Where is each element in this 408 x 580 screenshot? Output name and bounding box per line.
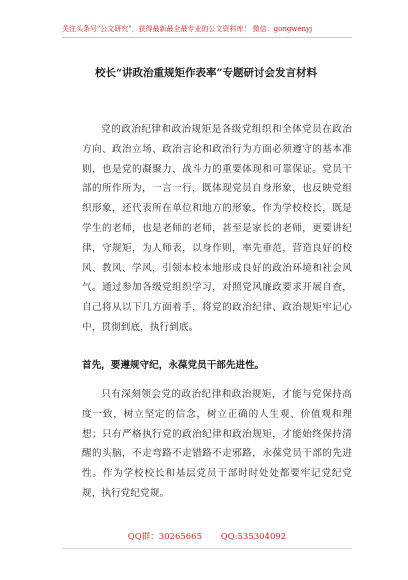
footer-qq-group: QQ群：30265665 [127, 532, 202, 542]
footer-divider [62, 548, 352, 549]
body-paragraph-1: 党的政治纪律和政治规矩是各级党组织和全体党员在政治方向、政治立场、政治言论和政治行为方面必须遵守的基本准则，也是党的凝聚力、战斗力的重要体现和可靠保证。党员干部的所作所为，一言一行，既体现党员自身形象，也反映党组织形象，还代表所在单位和地方的形象。作为学校校长，既是学生的老师，也是老师的老师，甚至是家长的老师，更要讲纪律，守规矩，为人师表，以身作则，率先垂范，营造良好的校风、教风、学风，引领本校本地形成良好的政治环境和社会风气。通过参加各级党组织学习，对照党风廉政要求开展自查，自己将从以下几方面着手，将党的政治纪律、政治规矩牢记心中，贯彻到底，执行到底。 [82, 124, 352, 333]
section-heading-1: 首先，要遵规守纪，永葆党员干部先进性。 [82, 360, 265, 371]
document-title: 校长“讲政治重规矩作表率”专题研讨会发言材料 [94, 67, 318, 79]
header-note: 关注头条号"公文研究"，获得最新最全最专业的公文资料库！ 微信：gongwenyj [62, 25, 313, 33]
footer-qq: QQ:535304092 [220, 532, 287, 542]
body-paragraph-2: 只有深刻领会党的政治纪律和政治规矩，才能与党保持高度一致，树立坚定的信念，树立正确的人生观、价值观和理想；只有严格执行党的政治纪律和政治规矩，才能始终保持清醒的头脑，不走弯路不走错路不走邪路，永葆党员干部的先进性。作为学校校长和基层党员干部时时处处都要牢记党纪党规，执行党纪党规。 [82, 389, 352, 499]
header-divider [62, 37, 352, 38]
footer-contact [62, 531, 352, 543]
